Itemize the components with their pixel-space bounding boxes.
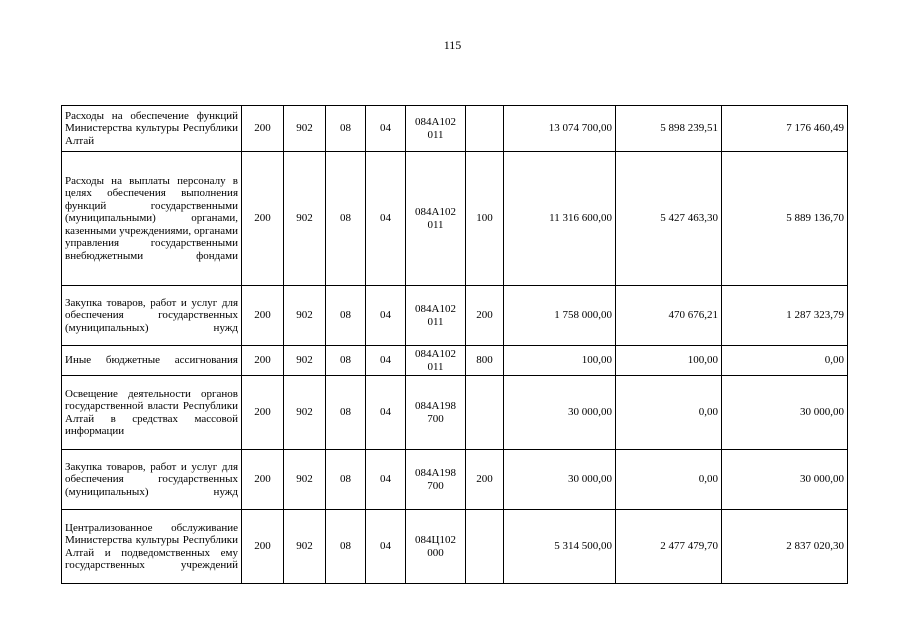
target-article-code: 084А102 011	[406, 152, 466, 286]
amount-executed: 0,00	[616, 450, 722, 510]
table-row	[62, 450, 848, 510]
section-code: 08	[326, 510, 366, 584]
section-code: 08	[326, 346, 366, 376]
amount-planned: 30 000,00	[504, 450, 616, 510]
section-code: 08	[326, 106, 366, 152]
budget-table	[61, 105, 848, 584]
amount-remaining: 30 000,00	[722, 450, 848, 510]
department-code: 902	[284, 510, 326, 584]
department-code: 902	[284, 450, 326, 510]
amount-planned: 1 758 000,00	[504, 286, 616, 346]
target-article-code: 084А102 011	[406, 106, 466, 152]
table-row	[62, 346, 848, 376]
target-article-code: 084Ц102 000	[406, 510, 466, 584]
target-article-code: 084А198 700	[406, 450, 466, 510]
row-description: Иные бюджетные ассигнования	[62, 346, 242, 376]
amount-remaining: 30 000,00	[722, 376, 848, 450]
expense-type-code	[466, 376, 504, 450]
row-description: Закупка товаров, работ и услуг для обеспечения государственных (муниципальных) нужд	[62, 286, 242, 346]
section-code: 08	[326, 152, 366, 286]
amount-planned: 30 000,00	[504, 376, 616, 450]
grbs-code: 200	[242, 450, 284, 510]
subsection-code: 04	[366, 510, 406, 584]
expense-type-code: 100	[466, 152, 504, 286]
section-code: 08	[326, 286, 366, 346]
amount-executed: 5 427 463,30	[616, 152, 722, 286]
amount-remaining: 5 889 136,70	[722, 152, 848, 286]
grbs-code: 200	[242, 286, 284, 346]
amount-remaining: 1 287 323,79	[722, 286, 848, 346]
row-description: Освещение деятельности органов государственной власти Республики Алтай в средствах массовой информации	[62, 376, 242, 450]
subsection-code: 04	[366, 376, 406, 450]
row-description: Централизованное обслуживание Министерства культуры Республики Алтай и подведомственных ему государственных учреждений	[62, 510, 242, 584]
grbs-code: 200	[242, 510, 284, 584]
amount-executed: 470 676,21	[616, 286, 722, 346]
amount-remaining: 2 837 020,30	[722, 510, 848, 584]
table-row	[62, 286, 848, 346]
row-description: Расходы на выплаты персоналу в целях обеспечения выполнения функций государственными (муниципальными) органами, казенными учреждениями, органами управления государственными внебюджетными фондами	[62, 152, 242, 286]
table-row	[62, 376, 848, 450]
section-code: 08	[326, 450, 366, 510]
expense-type-code: 800	[466, 346, 504, 376]
target-article-code: 084А102 011	[406, 286, 466, 346]
department-code: 902	[284, 286, 326, 346]
subsection-code: 04	[366, 106, 406, 152]
subsection-code: 04	[366, 346, 406, 376]
subsection-code: 04	[366, 152, 406, 286]
page-number: 115	[443, 38, 462, 52]
amount-planned: 100,00	[504, 346, 616, 376]
expense-type-code	[466, 510, 504, 584]
amount-remaining: 0,00	[722, 346, 848, 376]
amount-executed: 0,00	[616, 376, 722, 450]
department-code: 902	[284, 152, 326, 286]
grbs-code: 200	[242, 346, 284, 376]
amount-planned: 11 316 600,00	[504, 152, 616, 286]
target-article-code: 084А102 011	[406, 346, 466, 376]
amount-executed: 5 898 239,51	[616, 106, 722, 152]
subsection-code: 04	[366, 286, 406, 346]
amount-remaining: 7 176 460,49	[722, 106, 848, 152]
target-article-code: 084А198 700	[406, 376, 466, 450]
row-description: Расходы на обеспечение функций Министерства культуры Республики Алтай	[62, 106, 242, 152]
table-row	[62, 510, 848, 584]
amount-planned: 5 314 500,00	[504, 510, 616, 584]
expense-type-code: 200	[466, 286, 504, 346]
expense-type-code	[466, 106, 504, 152]
grbs-code: 200	[242, 106, 284, 152]
department-code: 902	[284, 376, 326, 450]
grbs-code: 200	[242, 152, 284, 286]
amount-executed: 2 477 479,70	[616, 510, 722, 584]
department-code: 902	[284, 106, 326, 152]
amount-planned: 13 074 700,00	[504, 106, 616, 152]
grbs-code: 200	[242, 376, 284, 450]
expense-type-code: 200	[466, 450, 504, 510]
section-code: 08	[326, 376, 366, 450]
subsection-code: 04	[366, 450, 406, 510]
row-description: Закупка товаров, работ и услуг для обеспечения государственных (муниципальных) нужд	[62, 450, 242, 510]
amount-executed: 100,00	[616, 346, 722, 376]
department-code: 902	[284, 346, 326, 376]
table-row	[62, 152, 848, 286]
table-row	[62, 106, 848, 152]
